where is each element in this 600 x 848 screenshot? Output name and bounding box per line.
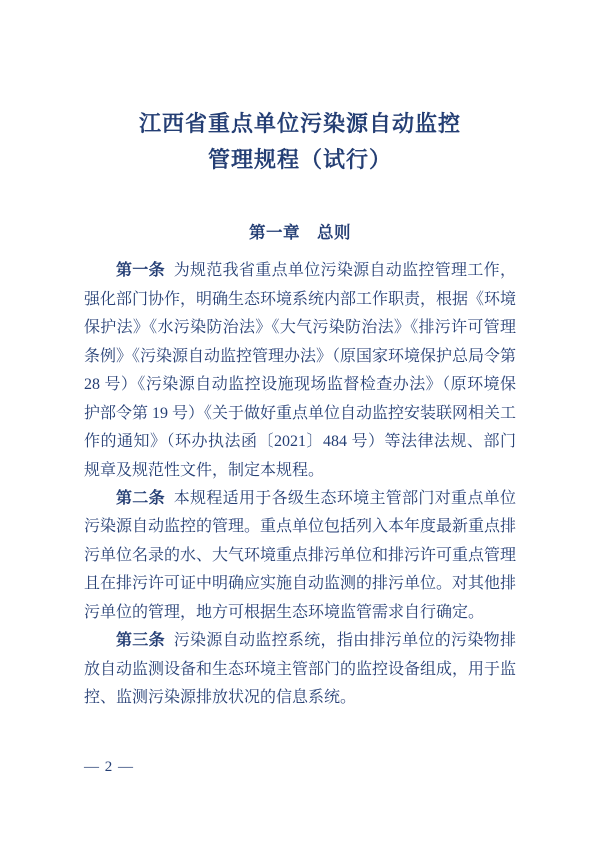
article-3-label: 第三条	[116, 632, 165, 650]
article-3-text: 污染源自动监控系统，指由排污单位的污染物排放自动监测设备和生态环境主管部门的监控设备组成，用于监控、监测污染源排放状况的信息系统。	[84, 632, 517, 707]
article-2-label: 第二条	[116, 490, 165, 507]
article-1-text: 为规范我省重点单位污染源自动监控管理工作，强化部门协作，明确生态环境系统内部工作职责，根据《环境保护法》《水污染防治法》《大气污染防治法》《排污许可管理条例》《污染源自动监控管理办法》（原国家环境保护总局令第 28 号）《污染源自动监控设施现场监督检查办法》（原环境保护部令第 19 号）《关于做好重点单位自动监控安装联网相关工作的通知》（环办执法函〔2021〕484 号）等法律法规、部门规章及规范性文件，制定本规程。	[84, 262, 517, 479]
article-1-label: 第一条	[116, 262, 165, 280]
document-title-line-1: 江西省重点单位污染源自动监控	[138, 111, 461, 136]
article-paragraph-3	[84, 627, 516, 712]
chapter-heading: 第一章 总则	[249, 223, 351, 243]
document-title	[84, 106, 516, 177]
article-paragraph-1	[84, 257, 516, 485]
page-number-footer: — 2 —	[84, 759, 134, 775]
document-title-line-2: 管理规程（试行）	[207, 146, 392, 172]
article-paragraph-2	[84, 485, 516, 627]
article-2-text: 本规程适用于各级生态环境主管部门对重点单位污染源自动监控的管理。重点单位包括列入本年度最新重点排污单位名录的水、大气环境重点排污单位和排污许可重点管理且在排污许可证中明确应实施自动监测的排污单位。对其他排污单位的管理，地方可根据生态环境监管需求自行确定。	[84, 490, 517, 621]
